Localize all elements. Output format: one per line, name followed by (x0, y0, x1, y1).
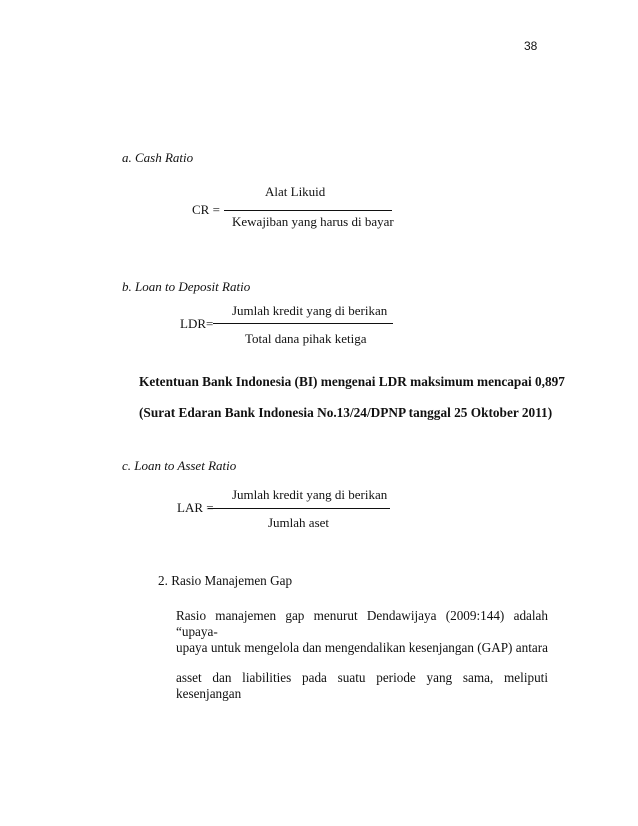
cr-numerator: Alat Likuid (265, 184, 326, 199)
heading-loan-to-asset-ratio: c. Loan to Asset Ratio (122, 458, 237, 473)
ldr-fraction-line (213, 323, 393, 324)
lar-numerator: Jumlah kredit yang di berikan (232, 487, 388, 502)
ldr-label: LDR= (180, 316, 214, 331)
cr-fraction-line (224, 210, 392, 211)
page-number: 38 (524, 39, 538, 53)
bi-circular-reference: (Surat Edaran Bank Indonesia No.13/24/DPNP tanggal 25 Oktober 2011) (139, 405, 553, 420)
ldr-denominator: Total dana pihak ketiga (245, 331, 367, 346)
ldr-numerator: Jumlah kredit yang di berikan (232, 303, 388, 318)
heading-cash-ratio: a. Cash Ratio (122, 150, 194, 165)
cr-denominator: Kewajiban yang harus di bayar (232, 214, 394, 229)
paragraph-line-2: upaya untuk mengelola dan mengendalikan kesenjangan (GAP) antara (176, 640, 548, 655)
paragraph-line-3: asset dan liabilities pada suatu periode yang sama, meliputi kesenjangan (176, 670, 548, 701)
lar-fraction-line (208, 508, 390, 509)
heading-loan-to-deposit-ratio: b. Loan to Deposit Ratio (122, 279, 251, 294)
subsection-title: 2. Rasio Manajemen Gap (158, 573, 293, 588)
paragraph-line-1: Rasio manajemen gap menurut Dendawijaya (2009:144) adalah “upaya- (176, 608, 548, 639)
lar-denominator: Jumlah aset (268, 515, 330, 530)
cr-label: CR = (192, 202, 220, 217)
bi-regulation-note: Ketentuan Bank Indonesia (BI) mengenai LDR maksimum mencapai 0,897 (139, 374, 565, 389)
lar-label: LAR = (177, 500, 214, 515)
